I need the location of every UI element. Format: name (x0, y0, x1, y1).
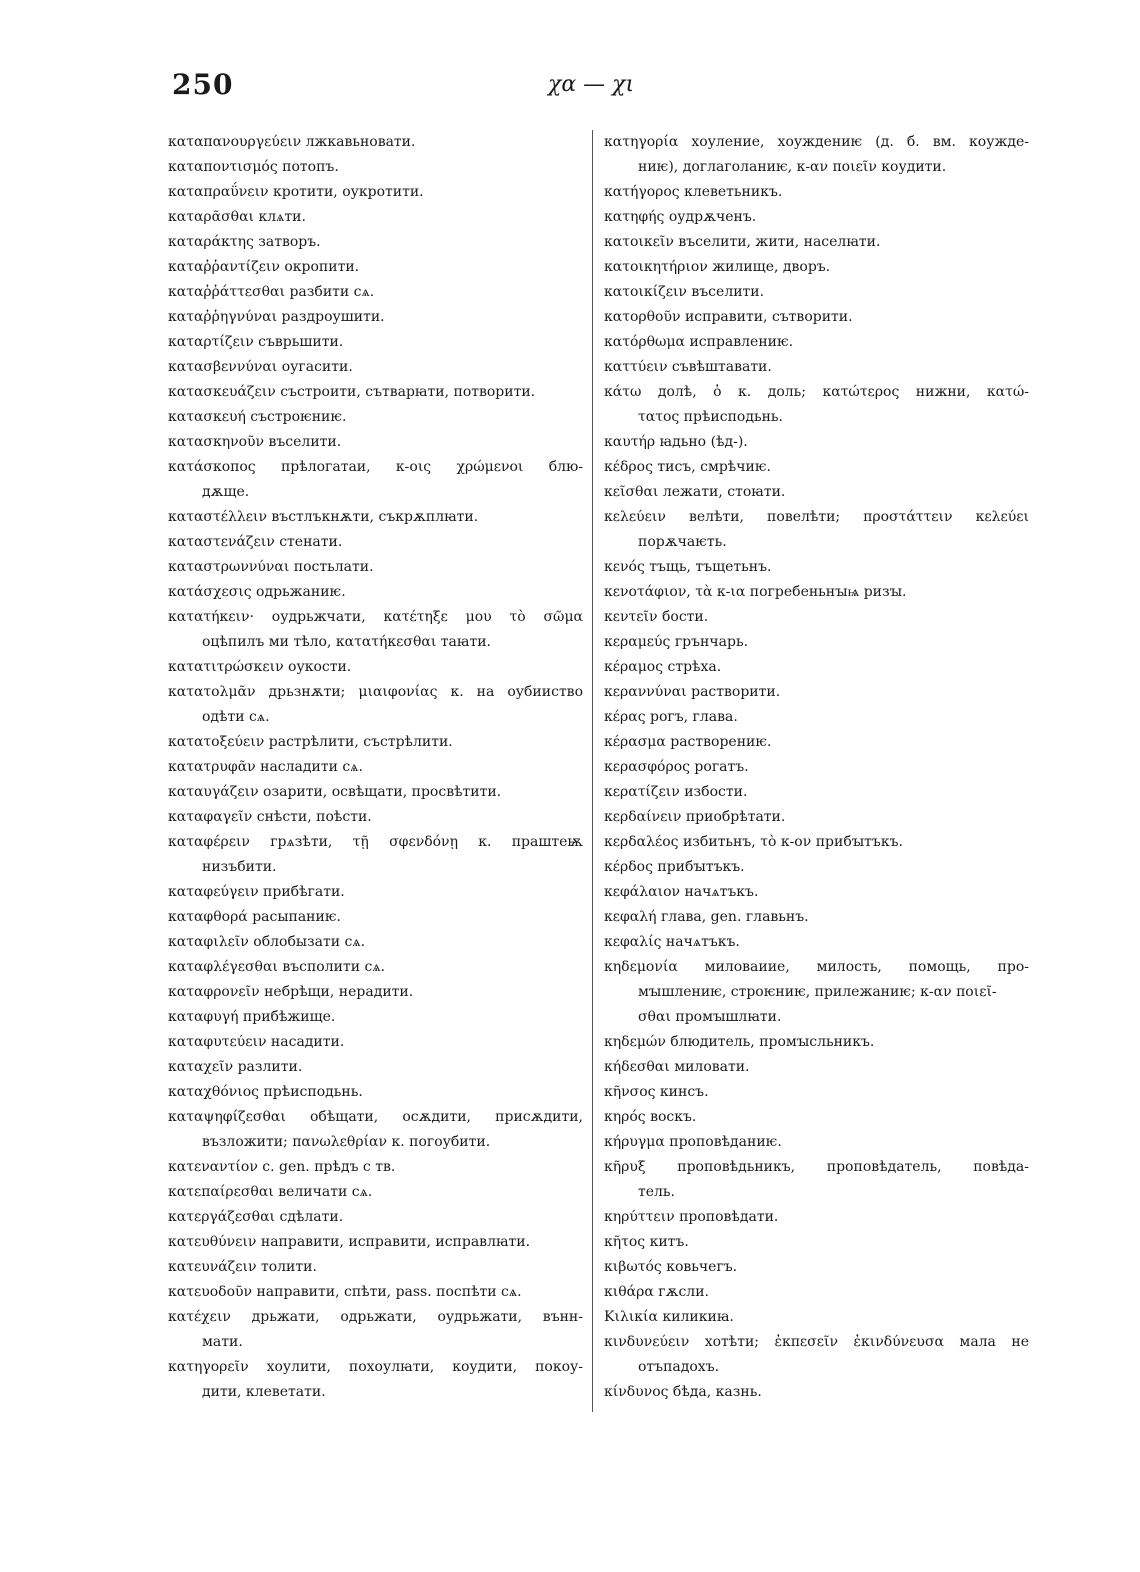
dictionary-entry: κῆρυξ проповѣдьникъ, проповѣдатель, повѣда- (604, 1159, 1029, 1175)
dictionary-entry: κέρασμα растворениѥ. (604, 734, 772, 750)
dictionary-entry: κατασκευή състроѥниѥ. (168, 409, 347, 425)
dictionary-entry: κατασβεννύναι оугасити. (168, 359, 353, 375)
dictionary-entry: κατευθύνειν направити, исправити, исправлꙗти. (168, 1234, 531, 1250)
dictionary-entry-continuation: σθαι промꙑшлꙗти. (638, 1009, 782, 1025)
dictionary-entry-continuation: ниѥ), доглаголаниѥ, κ-αν ποιεῖν коудити. (638, 159, 947, 175)
dictionary-entry: καταποντισμός потопъ. (168, 159, 339, 175)
dictionary-entry-continuation: мꙑшлениѥ, строѥниѥ, прилежаниѥ; κ-αν ποιεῖ- (638, 984, 997, 1000)
dictionary-entry-continuation: тель. (638, 1184, 675, 1200)
dictionary-entry: κεφαλίς начѧтъкъ. (604, 934, 740, 950)
dictionary-entry: καταφρονεῖν небрѣщи, нерадити. (168, 984, 414, 1000)
dictionary-entry: κατατοξεύειν растрѣлити, състрѣлити. (168, 734, 453, 750)
dictionary-entry-continuation: τατος прѣисподьнь. (638, 409, 783, 425)
dictionary-entry: κῆνσος кинсъ. (604, 1084, 709, 1100)
dictionary-entry: κατοικίζειν въселити. (604, 284, 765, 300)
dictionary-entry: κηδεμών блюдитель, промꙑсльникъ. (604, 1034, 875, 1050)
dictionary-entry: κερδαίνειν приобрѣтати. (604, 809, 786, 825)
dictionary-entry: κινδυνεύειν хотѣти; ἐκπεσεῖν ἐκινδύνευσα мала не (604, 1334, 1029, 1350)
dictionary-entry: καταρτίζειν съврьшити. (168, 334, 344, 350)
dictionary-entry: κατέχειν дрьжати, одрьжати, оудрьжати, вънн- (168, 1309, 583, 1325)
column-divider (592, 130, 593, 1412)
dictionary-entry: κατορθοῦν исправити, сътворити. (604, 309, 853, 325)
dictionary-entry: καταφαγεῖν снѣсти, поѣсти. (168, 809, 372, 825)
dictionary-entry: κερατίζειν избости. (604, 784, 748, 800)
dictionary-entry: κατηγορεῖν хоулити, похоулꙗти, коудити, покоу- (168, 1359, 583, 1375)
dictionary-entry: κατήγορος клеветьникъ. (604, 184, 783, 200)
dictionary-entry: καταχθόνιος прѣисподьнь. (168, 1084, 363, 1100)
dictionary-entry: καττύειν съвѣштавати. (604, 359, 772, 375)
dictionary-entry: Κιλικία киликиꙗ. (604, 1309, 734, 1325)
dictionary-entry-continuation: дити, клеветати. (202, 1384, 326, 1400)
dictionary-entry: καταράκτης затворъ. (168, 234, 321, 250)
dictionary-entry-continuation: мати. (202, 1334, 243, 1350)
dictionary-entry: καταῤῥάττεσθαι разбити сѧ. (168, 284, 375, 300)
dictionary-entry: καταρᾶσθαι клѧти. (168, 209, 306, 225)
dictionary-entry: κατηφής оудрѫченъ. (604, 209, 757, 225)
dictionary-entry: καταφέρειν грѧзѣти, τῇ σφενδόνῃ κ. праштеѭ (168, 834, 583, 850)
dictionary-entry: κέρας рогъ, глава. (604, 709, 738, 725)
dictionary-entry: κερδαλέος избитьнъ, τὸ κ-ον прибꙑтъкъ. (604, 834, 903, 850)
dictionary-entry: κίνδυνος бѣда, казнь. (604, 1384, 762, 1400)
dictionary-entry: κατασκηνοῦν въселити. (168, 434, 342, 450)
dictionary-entry-continuation: низъбити. (202, 859, 277, 875)
running-head: χα — χι (548, 72, 635, 97)
dictionary-entry: καταψηφίζεσθαι обѣщати, осѫдити, присѫдити, (168, 1109, 583, 1125)
dictionary-entry-continuation: възложити; πανωλεθρίαν κ. погоубити. (202, 1134, 491, 1150)
dictionary-entry: κέρδος прибꙑтъкъ. (604, 859, 745, 875)
dictionary-entry: καταστενάζειν стенати. (168, 534, 343, 550)
dictionary-entry: καταφιλεῖν облобызати сѧ. (168, 934, 366, 950)
dictionary-entry-continuation: порѫчаѥть. (638, 534, 727, 550)
dictionary-entry: κατάσχεσις одрьжаниѥ. (168, 584, 346, 600)
dictionary-entry: καταφυγή прибѣжище. (168, 1009, 336, 1025)
dictionary-entry: κιβωτός ковьчегъ. (604, 1259, 738, 1275)
dictionary-entry: κατατρυφᾶν насладити сѧ. (168, 759, 363, 775)
dictionary-entry: καταχεῖν разлити. (168, 1059, 303, 1075)
dictionary-entry: καταφλέγεσθαι въсполити сѧ. (168, 959, 386, 975)
dictionary-entry: κενός тъщь, тъщетьнъ. (604, 559, 772, 575)
dictionary-entry: καταπραΰνειν кротити, оукротити. (168, 184, 424, 200)
dictionary-entry: καταπανουργεύειν лжкавьновати. (168, 134, 416, 150)
dictionary-entry-continuation: отъпадохъ. (638, 1359, 720, 1375)
dictionary-entry: καταῤῥηγνύναι раздроушити. (168, 309, 385, 325)
dictionary-entry: κηρύττειν проповѣдати. (604, 1209, 779, 1225)
dictionary-entry: κατοικεῖν въселити, жити, населꙗти. (604, 234, 881, 250)
dictionary-entry: καταφθορά расыпаниѥ. (168, 909, 341, 925)
dictionary-entry: κατατιτρώσκειν оукости. (168, 659, 352, 675)
dictionary-entry: κελεύειν велѣти, повелѣти; προστάττειν κελεύει (604, 509, 1029, 525)
dictionary-entry-continuation: одѣти сѧ. (202, 709, 270, 725)
dictionary-entry: κατατολμᾶν дрьзнѫти; μιαιφονίας κ. на оубииство (168, 684, 583, 700)
dictionary-entry: κεραννύναι растворити. (604, 684, 781, 700)
dictionary-entry: κατατήκειν· оудрьжчати, κατέτηξε μου τὸ σῶμα (168, 609, 583, 625)
dictionary-entry: καταῤῥαντίζειν окропити. (168, 259, 360, 275)
dictionary-entry: κέραμος стрѣха. (604, 659, 722, 675)
dictionary-entry: κατευνάζειν толити. (168, 1259, 317, 1275)
dictionary-entry: κατεργάζεσθαι сдѣлати. (168, 1209, 344, 1225)
dictionary-entry: κεῖσθαι лежати, стоꙗти. (604, 484, 786, 500)
dictionary-entry: κατηγορία хоуление, хоуждениѥ (д. б. вм. коужде- (604, 134, 1029, 150)
dictionary-entry: καταστρωννύναι постьлати. (168, 559, 374, 575)
dictionary-entry-continuation: оцѣпилъ ми тѣло, κατατήκεσθαι таꙗти. (202, 634, 491, 650)
dictionary-entry: καταυγάζειν озарити, освѣщати, просвѣтити. (168, 784, 502, 800)
dictionary-entry: κατευοδοῦν направити, спѣти, pass. поспѣти сѧ. (168, 1284, 522, 1300)
right-column (604, 130, 1029, 1405)
dictionary-entry: καταφυτεύειν насадити. (168, 1034, 345, 1050)
dictionary-entry: κεντεῖν бости. (604, 609, 709, 625)
dictionary-entry: κεφαλή глава, gen. главьнъ. (604, 909, 809, 925)
page-number: 250 (172, 68, 234, 101)
dictionary-entry: κῆτος китъ. (604, 1234, 689, 1250)
dictionary-entry: κήδεσθαι миловати. (604, 1059, 750, 1075)
dictionary-entry: κατάσκοπος прѣлогатаи, κ-οις χρώμενοι блю- (168, 459, 583, 475)
dictionary-entry: καταστέλλειν въстлъкнѫти, съкрѫплꙗти. (168, 509, 479, 525)
dictionary-entry: κεραμεύς грънчарь. (604, 634, 749, 650)
dictionary-entry: κιθάρα гѫсли. (604, 1284, 709, 1300)
dictionary-entry: κέδρος тисъ, смрѣчиѥ. (604, 459, 771, 475)
dictionary-entry: κατόρθωμα исправлениѥ. (604, 334, 794, 350)
dictionary-entry: κήρυγμα проповѣданиѥ. (604, 1134, 782, 1150)
left-column (168, 130, 583, 1405)
dictionary-entry: κηρός воскъ. (604, 1109, 697, 1125)
dictionary-entry: καταφεύγειν прибѣгати. (168, 884, 345, 900)
dictionary-entry: κεφάλαιον начѧтъкъ. (604, 884, 759, 900)
dictionary-entry: κηδεμονία миловаиие, милость, помощь, про- (604, 959, 1029, 975)
dictionary-entry: κάτω долѣ, ὁ κ. доль; κατώτερος нижни, κατώ- (604, 384, 1029, 400)
dictionary-entry: κατεπαίρεσθαι величати сѧ. (168, 1184, 373, 1200)
dictionary-entry: κατοικητήριον жилище, дворъ. (604, 259, 831, 275)
dictionary-entry: κερασφόρος рогатъ. (604, 759, 749, 775)
dictionary-entry: κατεναντίον c. gen. прѣдъ с тв. (168, 1159, 396, 1175)
dictionary-entry: κατασκευάζειν състроити, сътварꙗти, потворити. (168, 384, 536, 400)
dictionary-entry-continuation: дѫще. (202, 484, 250, 500)
dictionary-entry: κενοτάφιον, τὰ κ-ια погребеньнꙑѩ ризꙑ. (604, 584, 907, 600)
dictionary-entry: καυτήρ ꙗдьно (ѣд-). (604, 434, 748, 450)
